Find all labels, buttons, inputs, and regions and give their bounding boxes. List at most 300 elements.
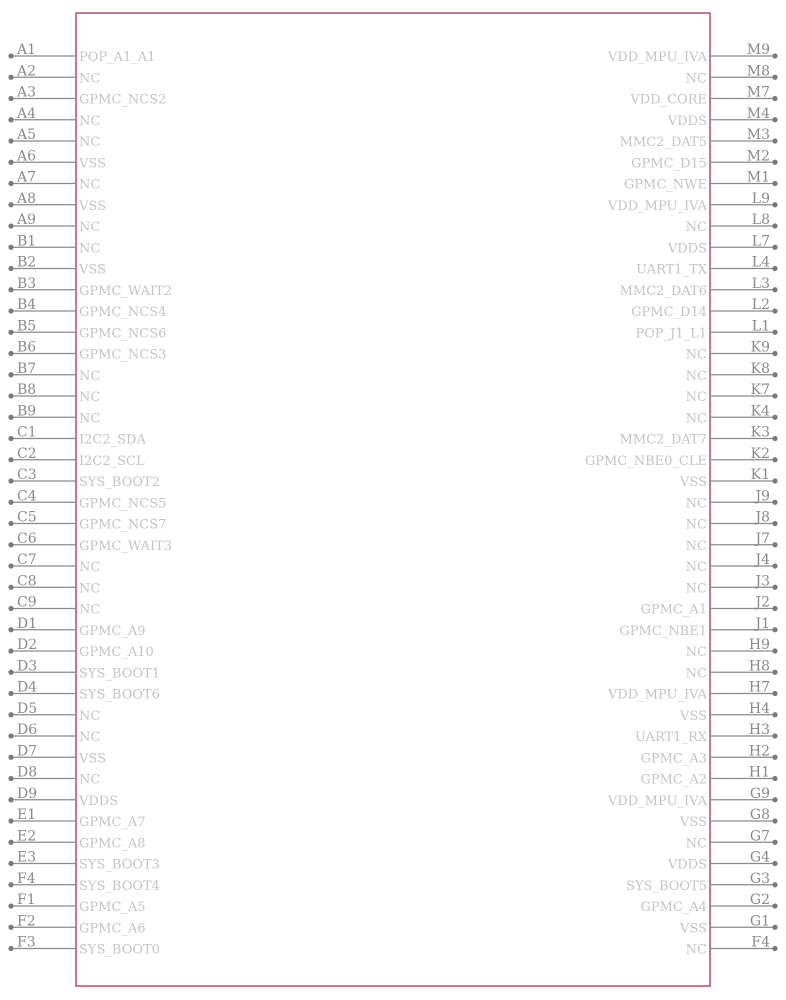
pin-left-E3 — [8, 850, 160, 873]
pin-number: M4 — [746, 105, 770, 122]
pin-name: GPMC_NCS7 — [79, 517, 167, 533]
pin-number: G9 — [749, 785, 770, 802]
pin-number: E1 — [17, 807, 37, 823]
pin-left-A3 — [8, 85, 166, 108]
pin-endpoint — [772, 925, 777, 930]
pin-endpoint — [772, 117, 777, 122]
pin-name: NC — [79, 602, 101, 618]
pin-endpoint — [772, 372, 777, 377]
pin-name: SYS_BOOT6 — [79, 687, 160, 703]
pin-name: VDDS — [667, 241, 707, 257]
pin-name: NC — [685, 645, 707, 660]
pin-name: NC — [685, 538, 707, 554]
pin-endpoint — [772, 818, 777, 823]
pin-name: VSS — [680, 475, 707, 490]
pin-right-M3 — [620, 127, 778, 150]
pin-name: VSS — [79, 156, 106, 172]
pin-number: G7 — [749, 828, 770, 845]
pin-name: VDDS — [79, 793, 119, 809]
pin-name: NC — [79, 730, 101, 745]
pin-name: GPMC_NCS3 — [79, 347, 167, 363]
pin-endpoint — [772, 415, 777, 420]
pin-number: M3 — [746, 127, 770, 143]
pin-right-K3 — [620, 425, 778, 448]
pin-number: B8 — [17, 382, 37, 398]
pin-right-H4 — [679, 701, 778, 724]
pin-name: GPMC_D15 — [631, 156, 707, 172]
pin-number: H3 — [748, 722, 770, 738]
pin-name: GPMC_WAIT3 — [79, 538, 173, 554]
pin-left-F2 — [8, 913, 145, 936]
pin-right-M7 — [629, 85, 777, 108]
pin-endpoint — [772, 53, 777, 58]
pin-left-F1 — [8, 892, 145, 915]
pin-number: D5 — [17, 700, 38, 717]
pin-number: K7 — [750, 382, 770, 398]
pin-number: D3 — [17, 658, 38, 675]
pin-number: G3 — [749, 870, 770, 887]
pin-number: F4 — [17, 870, 36, 887]
pin-name: GPMC_WAIT2 — [79, 283, 173, 299]
pin-right-M9 — [607, 42, 778, 65]
pin-left-B6 — [8, 340, 166, 363]
pin-number: A8 — [17, 190, 37, 207]
pin-endpoint — [8, 330, 13, 335]
pin-name: NC — [685, 390, 707, 405]
pin-number: H7 — [748, 679, 770, 696]
pin-endpoint — [8, 500, 13, 505]
pin-right-H8 — [686, 658, 778, 681]
pin-name: I2C2_SCL — [79, 453, 145, 469]
pin-endpoint — [8, 797, 13, 802]
pin-left-A6 — [8, 148, 106, 171]
pin-endpoint — [8, 96, 13, 101]
pin-number: L7 — [751, 233, 770, 250]
pin-name: VSS — [79, 198, 106, 214]
pin-name: MMC2_DAT7 — [619, 432, 707, 448]
pin-endpoint — [772, 670, 777, 675]
pin-name: GPMC_NBE1 — [619, 623, 707, 639]
pin-name: I2C2_SDA — [79, 432, 146, 448]
pin-name: GPMC_A8 — [79, 836, 146, 852]
pin-endpoint — [8, 478, 13, 483]
pin-name: GPMC_A5 — [79, 900, 146, 915]
pin-endpoint — [8, 691, 13, 696]
pin-left-B1 — [8, 233, 100, 256]
pin-right-K1 — [679, 467, 778, 490]
pin-number: J4 — [755, 552, 770, 568]
pin-endpoint — [8, 627, 13, 632]
pin-number: B9 — [17, 403, 37, 420]
pin-left-D3 — [8, 658, 160, 681]
pin-name: NC — [79, 71, 101, 87]
pin-endpoint — [772, 75, 777, 80]
pin-left-C6 — [8, 531, 172, 554]
pin-endpoint — [8, 436, 13, 441]
pin-name: VDD_MPU_IVA — [607, 687, 707, 703]
pin-endpoint — [8, 818, 13, 823]
pin-name: GPMC_NCS2 — [79, 92, 167, 108]
pin-left-A1 — [8, 42, 155, 65]
pin-right-G2 — [640, 892, 777, 915]
pin-name: MMC2_DAT5 — [619, 135, 707, 150]
pin-name: SYS_BOOT1 — [79, 666, 160, 682]
pin-endpoint — [772, 691, 777, 696]
pin-endpoint — [8, 160, 13, 165]
pin-endpoint — [772, 96, 777, 101]
pin-name: GPMC_NWE — [623, 177, 707, 193]
pin-right-F4 — [686, 935, 778, 958]
pin-number: C5 — [17, 509, 37, 526]
pin-endpoint — [8, 223, 13, 228]
pin-endpoint — [8, 648, 13, 653]
pin-number: H4 — [748, 700, 770, 717]
pin-right-M2 — [631, 148, 777, 171]
pin-endpoint — [772, 160, 777, 165]
pin-name: GPMC_A3 — [640, 751, 707, 767]
pin-name: GPMC_NCS4 — [79, 305, 167, 320]
pin-endpoint — [772, 840, 777, 845]
pin-left-C7 — [8, 552, 100, 575]
pin-endpoint — [8, 946, 13, 951]
pin-name: POP_J1_L1 — [635, 326, 707, 342]
pin-endpoint — [772, 542, 777, 547]
pin-number: C8 — [17, 573, 37, 590]
pin-number: E3 — [17, 849, 37, 866]
pin-number: J9 — [755, 488, 770, 505]
pin-left-C8 — [8, 573, 100, 596]
pin-number: K1 — [750, 467, 770, 483]
pin-number: G2 — [749, 892, 770, 908]
pin-left-D8 — [8, 765, 100, 788]
pin-right-H3 — [635, 722, 778, 745]
pin-right-J7 — [686, 531, 778, 554]
pin-number: M2 — [746, 148, 770, 165]
pin-name: NC — [79, 113, 101, 129]
pin-number: D1 — [17, 615, 38, 632]
pin-left-B3 — [8, 276, 172, 299]
pin-endpoint — [772, 500, 777, 505]
pin-number: F3 — [17, 934, 36, 951]
pin-name: NC — [685, 220, 707, 235]
pin-right-G9 — [607, 786, 778, 809]
component-body — [76, 13, 710, 986]
pin-endpoint — [8, 415, 13, 420]
pin-number: L4 — [751, 254, 770, 271]
pin-left-E2 — [8, 828, 145, 851]
pin-left-D6 — [8, 722, 100, 745]
pin-endpoint — [8, 266, 13, 271]
pin-left-F3 — [8, 935, 160, 958]
pin-endpoint — [772, 627, 777, 632]
pin-number: M7 — [746, 84, 770, 101]
pin-endpoint — [8, 457, 13, 462]
pin-right-K4 — [686, 403, 778, 426]
pin-endpoint — [772, 287, 777, 292]
pin-endpoint — [772, 436, 777, 441]
pin-name: SYS_BOOT0 — [79, 942, 160, 958]
pin-endpoint — [772, 755, 777, 760]
pin-endpoint — [772, 457, 777, 462]
pin-endpoint — [8, 287, 13, 292]
pin-right-M1 — [624, 170, 778, 193]
pin-endpoint — [772, 776, 777, 781]
pin-right-G4 — [667, 850, 778, 873]
pin-endpoint — [8, 755, 13, 760]
pin-endpoint — [8, 202, 13, 207]
pin-name: NC — [685, 71, 707, 87]
pin-endpoint — [772, 861, 777, 866]
pin-name: NC — [79, 241, 101, 257]
pin-left-C5 — [8, 510, 166, 533]
pin-endpoint — [772, 308, 777, 313]
pin-number: A9 — [17, 212, 37, 228]
pin-name: VSS — [680, 708, 707, 724]
pin-number: C6 — [17, 530, 37, 547]
pin-right-J8 — [686, 510, 778, 533]
pin-name: NC — [79, 411, 101, 427]
pin-name: POP_A1_A1 — [79, 50, 156, 65]
pin-number: K3 — [750, 424, 770, 441]
pin-number: J8 — [755, 509, 770, 526]
pin-number: L9 — [751, 190, 770, 207]
pin-name: NC — [79, 560, 101, 575]
pin-endpoint — [772, 563, 777, 568]
pin-number: L8 — [751, 212, 770, 228]
pin-left-A2 — [8, 63, 100, 86]
pin-number: M9 — [746, 42, 770, 58]
pin-number: C1 — [17, 424, 37, 441]
pin-right-K8 — [686, 361, 778, 384]
pin-endpoint — [772, 585, 777, 590]
pin-name: GPMC_NCS5 — [79, 496, 167, 512]
pin-endpoint — [772, 733, 777, 738]
pin-number: M1 — [746, 169, 770, 186]
pin-left-B9 — [8, 403, 100, 426]
pin-right-L3 — [620, 276, 778, 299]
pin-name: NC — [79, 581, 101, 597]
pin-number: J3 — [755, 573, 770, 590]
pin-name: GPMC_A1 — [640, 602, 707, 618]
pin-number: D2 — [17, 637, 38, 653]
pin-number: C7 — [17, 552, 37, 568]
pin-endpoint — [772, 606, 777, 611]
pin-number: B2 — [17, 254, 37, 271]
pin-name: GPMC_A9 — [79, 623, 146, 639]
pin-left-C2 — [8, 446, 145, 469]
pin-name: VDD_MPU_IVA — [607, 793, 707, 809]
pin-endpoint — [8, 563, 13, 568]
pin-number: A1 — [17, 42, 37, 58]
pin-left-B2 — [8, 255, 106, 278]
pin-left-B5 — [8, 318, 166, 341]
pin-name: NC — [685, 581, 707, 597]
pin-number: E2 — [17, 828, 37, 845]
pin-left-D2 — [8, 637, 153, 660]
pin-name: VSS — [79, 262, 106, 278]
pin-endpoint — [772, 266, 777, 271]
pin-right-H7 — [607, 680, 778, 703]
pin-number: F4 — [751, 934, 770, 951]
pin-endpoint — [8, 245, 13, 250]
pin-endpoint — [772, 351, 777, 356]
pin-left-C3 — [8, 467, 160, 490]
pin-number: D4 — [17, 679, 38, 696]
pin-right-G3 — [626, 871, 778, 894]
pin-number: K2 — [750, 445, 770, 462]
pin-number: L1 — [751, 318, 770, 335]
pin-left-B8 — [8, 382, 100, 405]
pin-right-H1 — [640, 765, 777, 788]
pin-name: NC — [685, 368, 707, 384]
pin-endpoint — [8, 733, 13, 738]
pin-left-A8 — [8, 191, 106, 214]
pin-name: NC — [685, 411, 707, 427]
pin-left-E1 — [8, 807, 145, 830]
pin-endpoint — [8, 75, 13, 80]
pin-name: VDDS — [667, 113, 707, 129]
pin-endpoint — [8, 181, 13, 186]
pin-name: NC — [79, 135, 101, 150]
pin-number: B4 — [17, 297, 37, 313]
pin-number: B5 — [17, 318, 37, 335]
pin-name: NC — [685, 666, 707, 682]
pin-number: L3 — [751, 275, 770, 292]
pin-endpoint — [772, 202, 777, 207]
pin-name: VDD_MPU_IVA — [607, 198, 707, 214]
pin-endpoint — [8, 585, 13, 590]
pin-name: NC — [685, 496, 707, 512]
pin-name: GPMC_D14 — [631, 305, 707, 320]
pin-endpoint — [8, 542, 13, 547]
pin-name: SYS_BOOT5 — [626, 878, 707, 894]
pin-name: GPMC_A10 — [79, 645, 154, 660]
pin-name: UART1_TX — [636, 262, 707, 278]
pin-endpoint — [8, 138, 13, 143]
pin-endpoint — [8, 351, 13, 356]
pin-endpoint — [8, 53, 13, 58]
pin-number: C3 — [17, 467, 37, 483]
pin-number: F1 — [17, 892, 36, 908]
pin-number: F2 — [17, 913, 36, 930]
pin-left-A7 — [8, 170, 100, 193]
pin-name: VSS — [680, 815, 707, 830]
pin-endpoint — [8, 840, 13, 845]
pin-right-L9 — [607, 191, 778, 214]
pin-number: J2 — [755, 594, 770, 611]
pin-number: C4 — [17, 488, 37, 505]
pin-name: GPMC_A2 — [640, 772, 707, 788]
pin-left-B4 — [8, 297, 166, 320]
pin-endpoint — [772, 245, 777, 250]
pin-right-J3 — [686, 573, 778, 596]
pin-number: K4 — [750, 403, 770, 420]
pin-endpoint — [772, 223, 777, 228]
pin-endpoint — [8, 117, 13, 122]
pin-name: GPMC_A6 — [79, 921, 146, 937]
pin-name: NC — [79, 390, 101, 405]
pin-endpoint — [8, 606, 13, 611]
pin-left-D4 — [8, 680, 160, 703]
pin-endpoint — [772, 903, 777, 908]
pin-number: D6 — [17, 722, 38, 738]
pin-right-K9 — [686, 340, 778, 363]
pin-name: VSS — [79, 751, 106, 767]
pin-endpoint — [8, 882, 13, 887]
pin-name: GPMC_A7 — [79, 815, 146, 830]
pin-right-M4 — [667, 106, 778, 129]
pin-number: B7 — [17, 360, 37, 377]
pin-name: SYS_BOOT4 — [79, 878, 160, 894]
pin-number: M8 — [746, 63, 770, 80]
pin-number: A2 — [17, 63, 37, 80]
pin-left-C4 — [8, 488, 166, 511]
pin-number: C9 — [17, 594, 37, 611]
right-pin-group — [585, 42, 778, 958]
pin-right-J2 — [640, 595, 777, 618]
pin-number: D9 — [17, 785, 38, 802]
pin-number: L2 — [751, 297, 770, 313]
pin-name: VSS — [680, 921, 707, 937]
pin-name: GPMC_A4 — [640, 900, 707, 915]
pin-name: SYS_BOOT3 — [79, 857, 160, 873]
pin-endpoint — [772, 393, 777, 398]
pin-right-J9 — [686, 488, 778, 511]
pin-right-L7 — [667, 233, 778, 256]
pin-number: J1 — [755, 615, 770, 632]
pin-right-H2 — [640, 743, 777, 766]
pin-right-J1 — [619, 616, 777, 639]
pin-name: VDD_MPU_IVA — [607, 50, 707, 65]
pin-number: A5 — [17, 127, 37, 143]
pin-number: B1 — [17, 233, 37, 250]
pin-endpoint — [8, 861, 13, 866]
pin-endpoint — [772, 882, 777, 887]
pin-number: H9 — [748, 637, 770, 653]
left-pin-group — [8, 42, 172, 958]
pin-number: G4 — [749, 849, 770, 866]
pin-endpoint — [772, 330, 777, 335]
pin-endpoint — [8, 925, 13, 930]
pin-number: K8 — [750, 360, 770, 377]
pin-name: NC — [79, 220, 101, 235]
pin-number: C2 — [17, 445, 37, 462]
pin-right-L8 — [686, 212, 778, 235]
pin-left-C9 — [8, 595, 100, 618]
pin-right-K7 — [686, 382, 778, 405]
pin-left-D7 — [8, 743, 106, 766]
pin-name: NC — [685, 517, 707, 533]
pin-name: NC — [685, 836, 707, 852]
pin-endpoint — [8, 670, 13, 675]
pin-right-H9 — [686, 637, 778, 660]
pin-name: NC — [685, 560, 707, 575]
pin-number: G8 — [749, 807, 770, 823]
pin-number: A3 — [17, 84, 37, 101]
pin-number: J7 — [755, 530, 770, 547]
pin-right-L4 — [636, 255, 777, 278]
pin-right-G7 — [686, 828, 778, 851]
pin-left-D9 — [8, 786, 118, 809]
pin-name: NC — [79, 772, 101, 788]
pin-number: H2 — [748, 743, 770, 760]
pin-right-K2 — [585, 446, 778, 469]
pin-left-F4 — [8, 871, 160, 894]
pin-number: D7 — [17, 743, 38, 760]
pin-name: VDD_CORE — [630, 92, 707, 108]
pin-right-L2 — [631, 297, 777, 320]
pin-number: H8 — [748, 658, 770, 675]
